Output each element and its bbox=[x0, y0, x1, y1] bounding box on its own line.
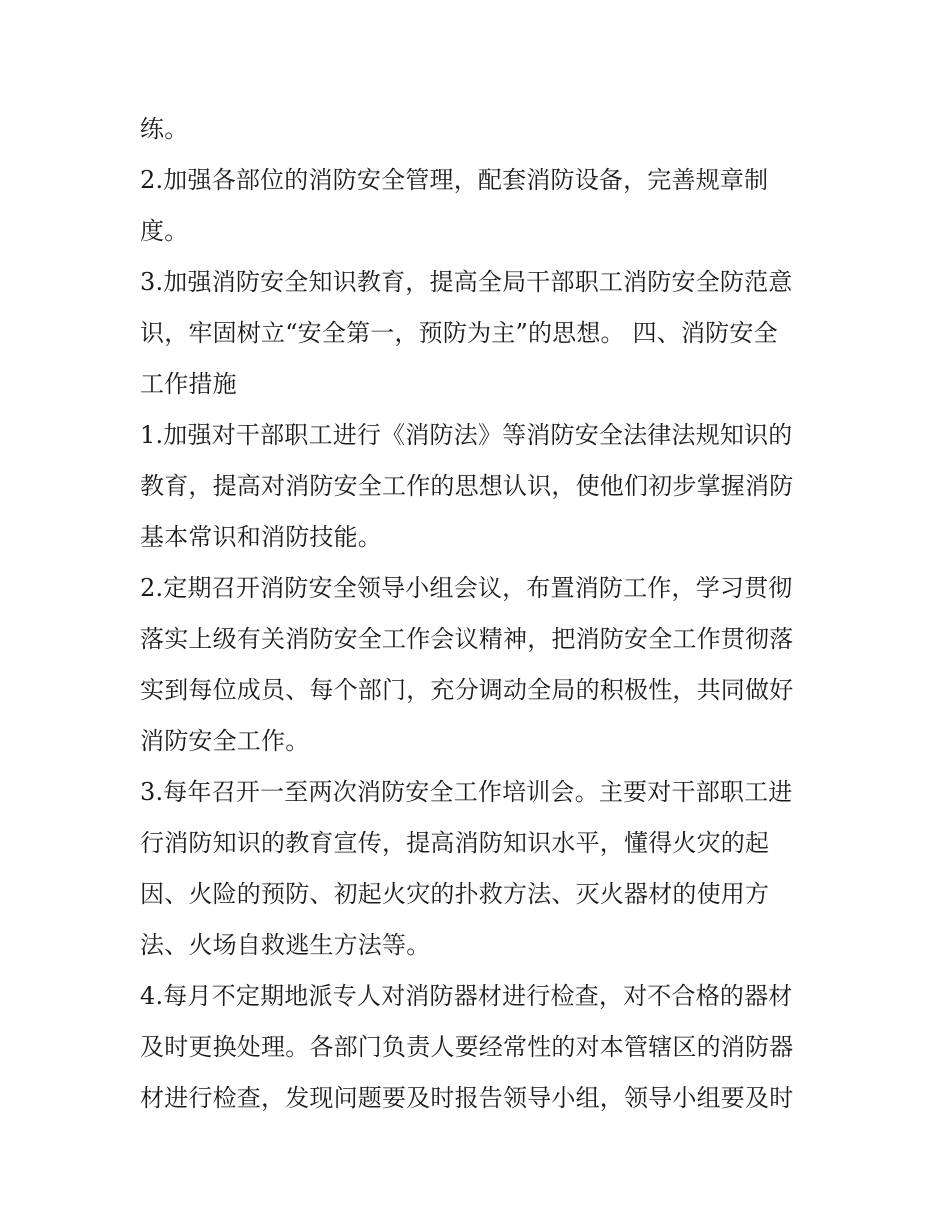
text-line: 4.每月不定期地派专人对消防器材进行检查，对不合格的器材 bbox=[140, 982, 793, 1010]
text-line: 落实上级有关消防安全工作会议精神，把消防安全工作贯彻落 bbox=[140, 625, 794, 653]
text-line: 实到每位成员、每个部门，充分调动全局的积极性，共同做好 bbox=[140, 676, 794, 704]
text-line: 识，牢固树立“安全第一，预防为主”的思想。 四、消防安全 bbox=[140, 319, 778, 347]
text-line: 基本常识和消防技能。 bbox=[140, 523, 382, 551]
text-line: 教育，提高对消防安全工作的思想认识，使他们初步掌握消防 bbox=[140, 472, 794, 500]
text-line: 2.加强各部位的消防安全管理，配套消防设备，完善规章制 bbox=[140, 166, 769, 194]
section-heading-line: 工作措施 bbox=[140, 370, 237, 398]
text-line: 3.加强消防安全知识教育，提高全局干部职工消防安全防范意 bbox=[140, 268, 793, 296]
text-line: 材进行检查，发现问题要及时报告领导小组，领导小组要及时 bbox=[140, 1084, 794, 1112]
text-line: 度。 bbox=[140, 217, 189, 245]
document-body bbox=[140, 104, 830, 1124]
text-line: 法、火场自救逃生方法等。 bbox=[140, 931, 431, 959]
text-line: 及时更换处理。各部门负责人要经常性的对本管辖区的消防器 bbox=[140, 1033, 794, 1061]
text-line: 消防安全工作。 bbox=[140, 727, 310, 755]
text-line: 3.每年召开一至两次消防安全工作培训会。主要对干部职工进 bbox=[140, 778, 793, 806]
text-line: 因、火险的预防、初起火灾的扑救方法、灭火器材的使用方 bbox=[140, 880, 770, 908]
text-line: 行消防知识的教育宣传，提高消防知识水平，懂得火灾的起 bbox=[140, 829, 770, 857]
text-line: 练。 bbox=[140, 115, 189, 143]
text-line: 2.定期召开消防安全领导小组会议，布置消防工作，学习贯彻 bbox=[140, 574, 793, 602]
text-line: 1.加强对干部职工进行《消防法》等消防安全法律法规知识的 bbox=[140, 421, 793, 449]
